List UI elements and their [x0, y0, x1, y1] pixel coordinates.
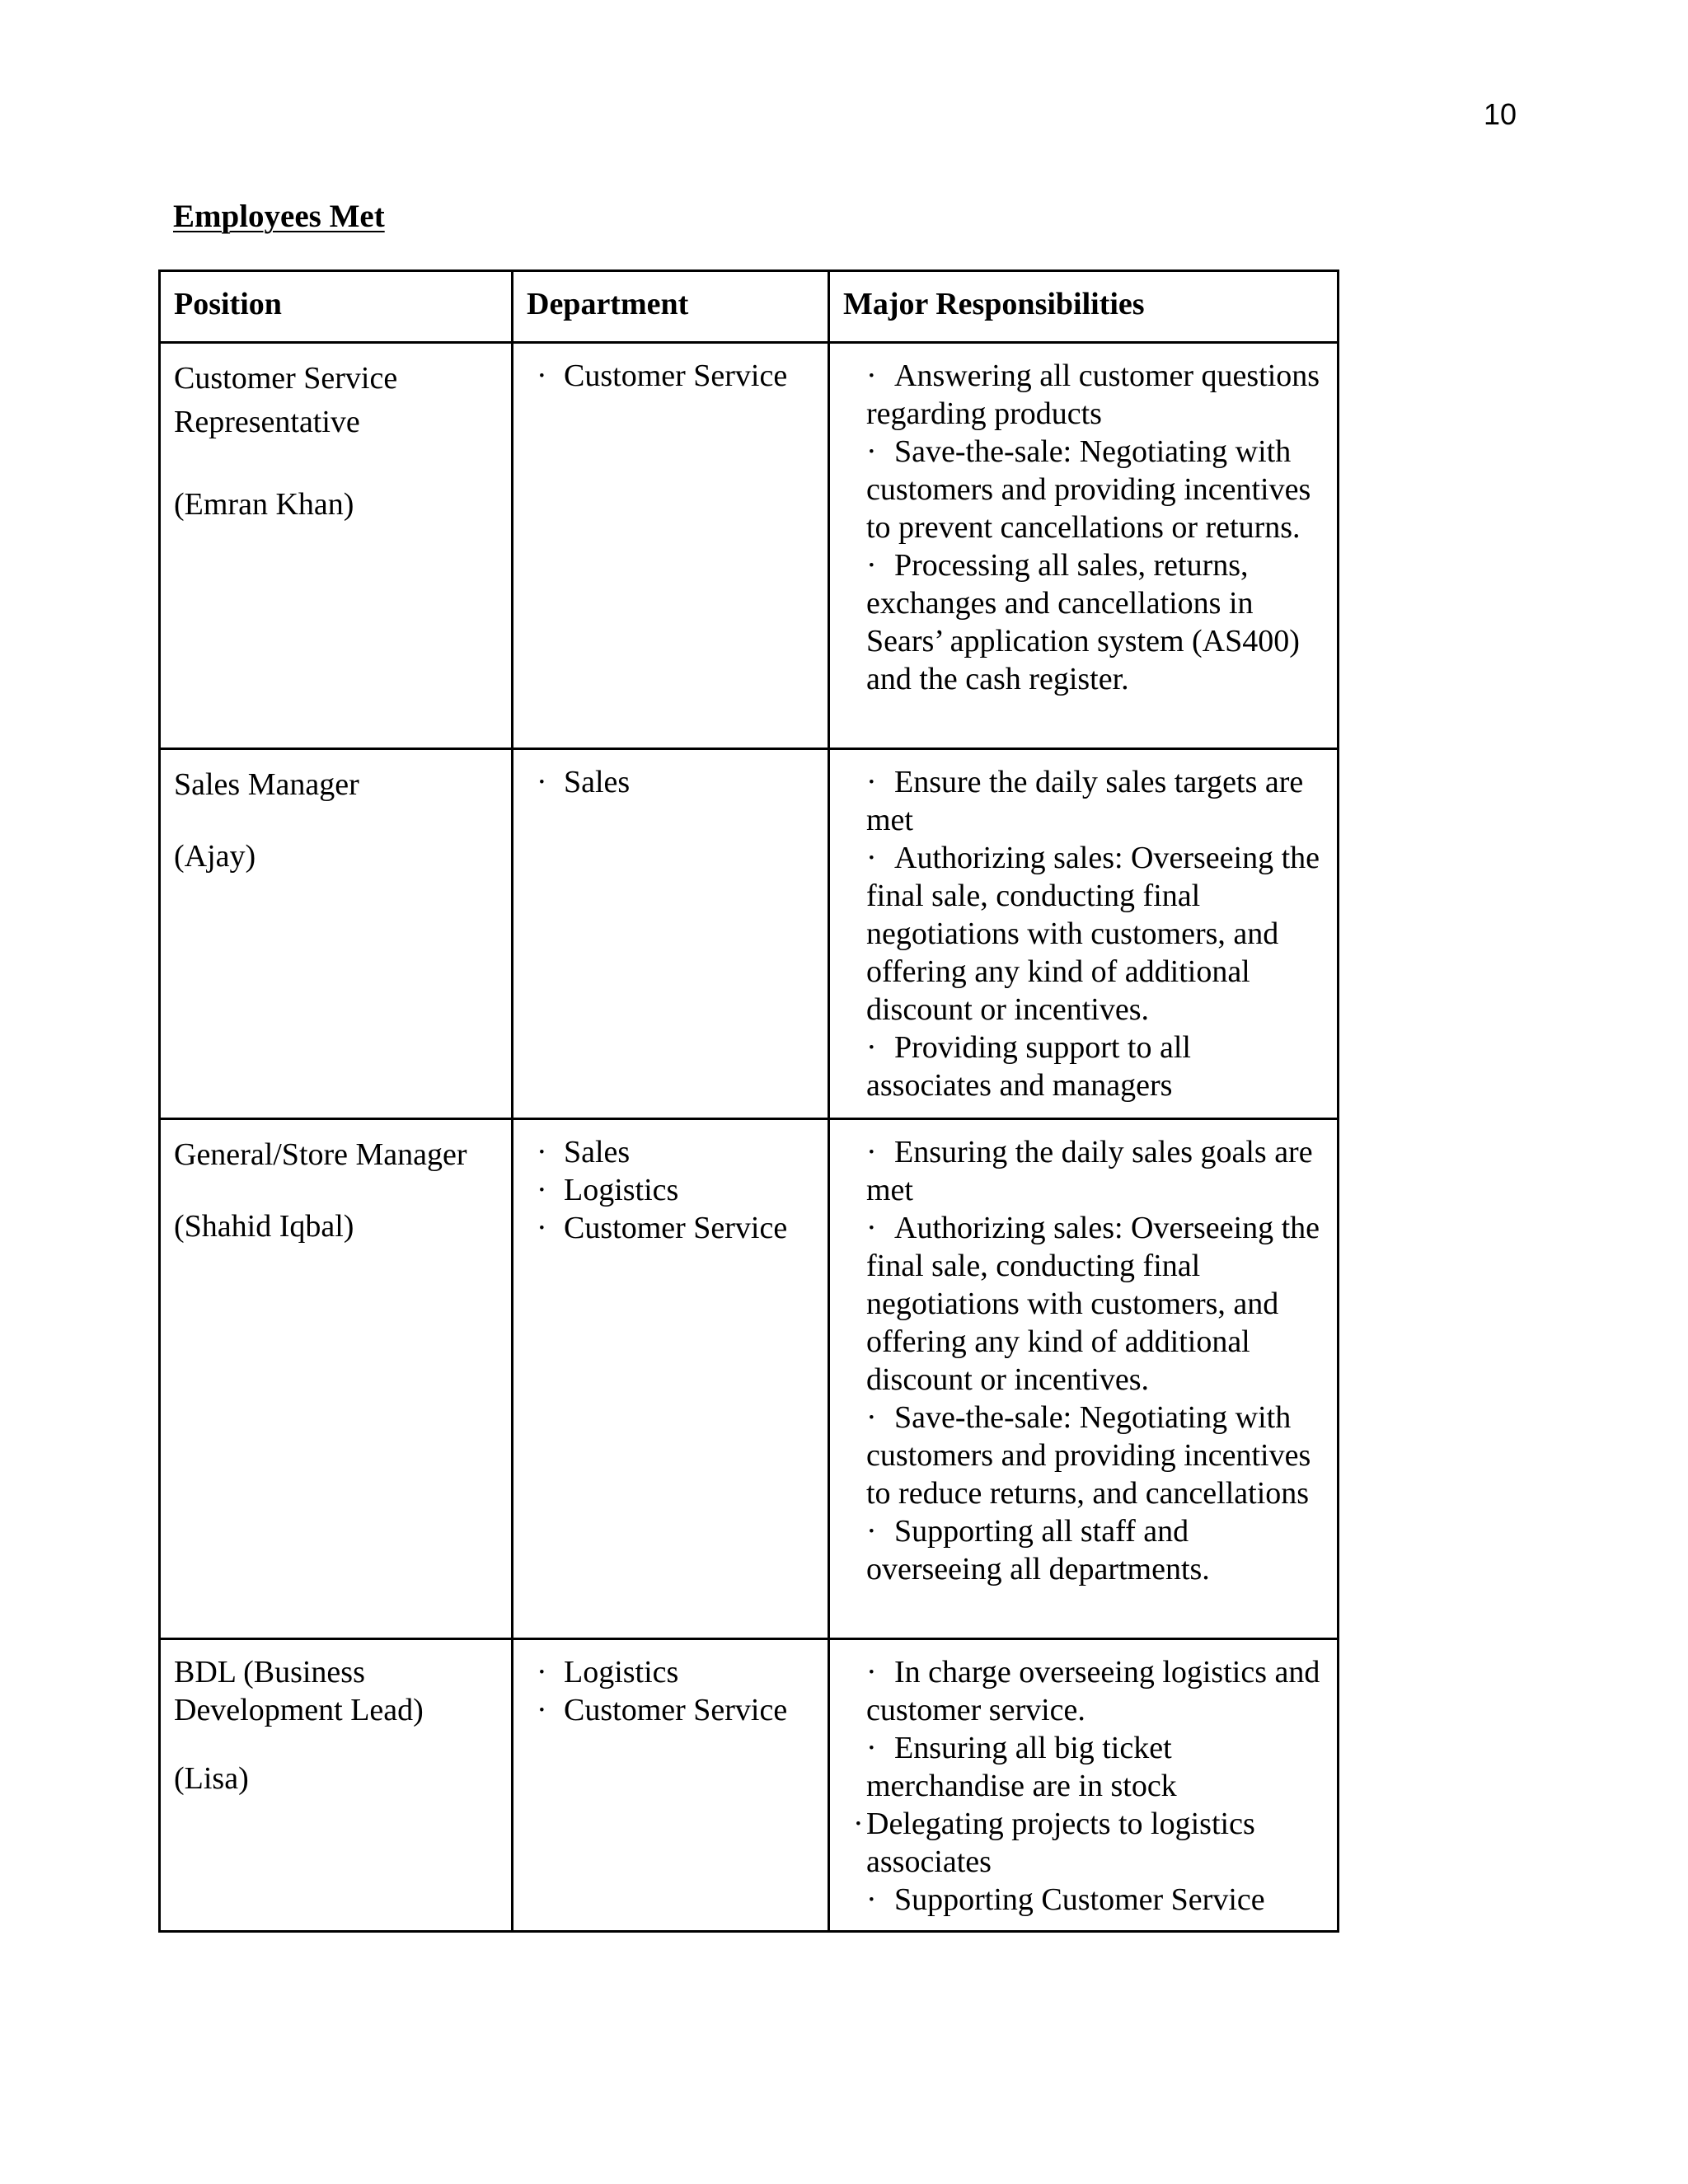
- position-cell: [160, 1639, 513, 1932]
- bullet-icon: ·: [537, 1135, 547, 1169]
- bullet-icon: ·: [866, 1400, 877, 1435]
- column-header-position: Position: [160, 271, 513, 343]
- responsibility-item: · Supporting Customer Service: [866, 1882, 1265, 1917]
- position-cell: [160, 749, 513, 1119]
- bullet-icon: ·: [866, 434, 877, 469]
- department-item: · Customer Service: [537, 1693, 788, 1727]
- department-item: · Customer Service: [537, 1211, 788, 1245]
- responsibility-item: · Authorizing sales: Overseeing the final sale, conducting final negotiations with customers, and offering any kind of additional discount or incentives.: [866, 841, 1320, 1027]
- position-title: BDL (Business Development Lead): [174, 1655, 424, 1727]
- responsibility-item: · Save-the-sale: Negotiating with customers and providing incentives to prevent cancellations or returns.: [866, 434, 1311, 545]
- responsibility-item: · Providing support to all associates and managers: [866, 1030, 1191, 1103]
- table-row: [160, 343, 1339, 749]
- employee-name: (Ajay): [174, 839, 256, 874]
- position-title: General/Store Manager: [174, 1137, 467, 1172]
- bullet-icon: ·: [537, 765, 547, 799]
- department-item: · Logistics: [537, 1173, 679, 1207]
- responsibility-item: · Answering all customer questions regarding products: [866, 359, 1320, 431]
- position-cell: [160, 343, 513, 749]
- responsibility-item: · Ensure the daily sales targets are met: [866, 765, 1304, 837]
- employee-name: (Emran Khan): [174, 487, 354, 522]
- bullet-icon: ·: [866, 359, 877, 393]
- bullet-icon: ·: [853, 1807, 864, 1841]
- employee-name: (Lisa): [174, 1761, 249, 1796]
- responsibilities-list: [843, 1133, 1324, 1588]
- responsibility-item: · Processing all sales, returns, exchanges and cancellations in Sears’ application system (AS400) and the cash register.: [866, 548, 1300, 696]
- responsibility-item: · Ensuring the daily sales goals are met: [866, 1135, 1313, 1207]
- department-cell: [513, 1639, 829, 1932]
- position-title: Sales Manager: [174, 767, 359, 802]
- responsibilities-cell: [829, 343, 1339, 749]
- department-item: · Customer Service: [537, 359, 788, 393]
- responsibility-item: · Delegating projects to logistics associates: [853, 1807, 1255, 1879]
- column-header-department: Department: [513, 271, 829, 343]
- responsibilities-cell: [829, 1119, 1339, 1639]
- bullet-icon: ·: [866, 1030, 877, 1065]
- department-list: [527, 1133, 814, 1247]
- page-number: 10: [1483, 97, 1517, 131]
- bullet-icon: ·: [537, 1173, 547, 1207]
- table-row: [160, 1639, 1339, 1932]
- responsibilities-cell: [829, 749, 1339, 1119]
- department-cell: [513, 1119, 829, 1639]
- bullet-icon: ·: [866, 1882, 877, 1917]
- department-list: [527, 1653, 814, 1729]
- department-item: · Logistics: [537, 1655, 679, 1690]
- bullet-icon: ·: [866, 1211, 877, 1245]
- responsibility-item: · Authorizing sales: Overseeing the final sale, conducting final negotiations with customers, and offering any kind of additional discount or incentives.: [866, 1211, 1320, 1397]
- employee-name: (Shahid Iqbal): [174, 1209, 354, 1244]
- responsibility-item: · Save-the-sale: Negotiating with customers and providing incentives to reduce returns, and cancellations: [866, 1400, 1311, 1511]
- bullet-icon: ·: [866, 841, 877, 875]
- bullet-icon: ·: [866, 1655, 877, 1690]
- bullet-icon: ·: [866, 765, 877, 799]
- section-heading: Employees Met: [173, 199, 385, 234]
- position-cell: [160, 1119, 513, 1639]
- responsibilities-list: [843, 763, 1324, 1104]
- responsibilities-cell: [829, 1639, 1339, 1932]
- responsibility-item: · Supporting all staff and overseeing all departments.: [866, 1514, 1210, 1586]
- bullet-icon: ·: [866, 548, 877, 583]
- department-cell: [513, 343, 829, 749]
- bullet-icon: ·: [866, 1135, 877, 1169]
- position-title: Customer Service Representative: [174, 361, 398, 439]
- table-header-row: [160, 271, 1339, 343]
- bullet-icon: ·: [866, 1731, 877, 1765]
- bullet-icon: ·: [537, 1693, 547, 1727]
- responsibilities-list: [843, 357, 1324, 698]
- department-cell: [513, 749, 829, 1119]
- employees-table: [158, 269, 1339, 1933]
- bullet-icon: ·: [866, 1514, 877, 1549]
- bullet-icon: ·: [537, 1211, 547, 1245]
- department-list: [527, 357, 814, 395]
- department-item: · Sales: [537, 1135, 631, 1169]
- bullet-icon: ·: [537, 1655, 547, 1690]
- table-row: [160, 1119, 1339, 1639]
- responsibility-item: · In charge overseeing logistics and customer service.: [866, 1655, 1320, 1727]
- department-list: [527, 763, 814, 801]
- responsibilities-list: [843, 1653, 1324, 1919]
- department-item: · Sales: [537, 765, 631, 799]
- responsibility-item: · Ensuring all big ticket merchandise are in stock: [866, 1731, 1177, 1803]
- table-row: [160, 749, 1339, 1119]
- bullet-icon: ·: [537, 359, 547, 393]
- column-header-responsibilities: Major Responsibilities: [829, 271, 1339, 343]
